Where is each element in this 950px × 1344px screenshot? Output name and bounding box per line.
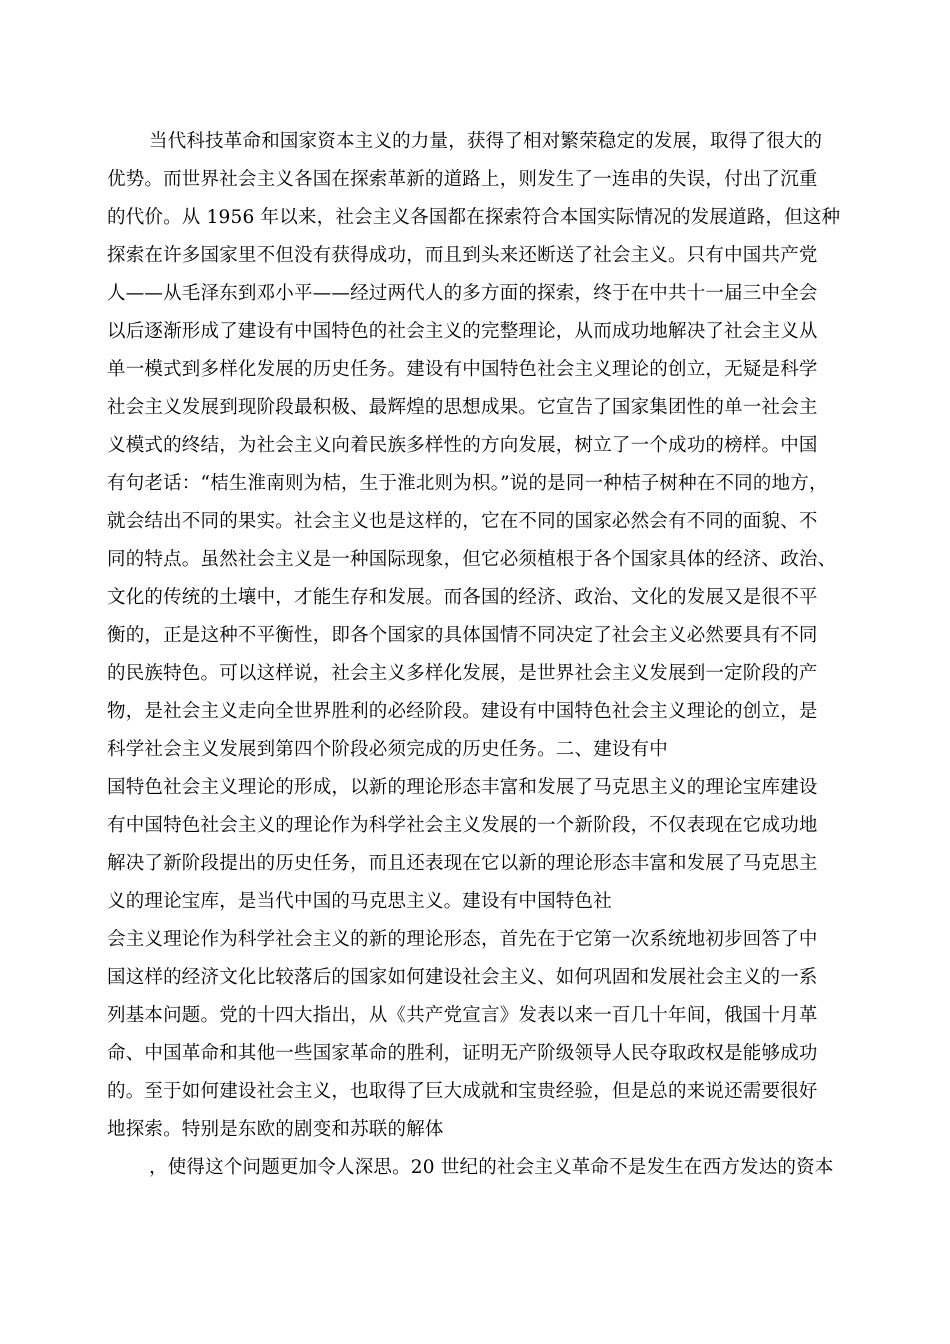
text-line: 文化的传统的土壤中，才能生存和发展。而各国的经济、政治、文化的发展又是很不平	[107, 587, 818, 608]
text-line: 就会结出不同的果实。社会主义也是这样的，它在不同的国家必然会有不同的面貌、不	[107, 511, 818, 532]
text-line: ，使得这个问题更加令人深思。20 世纪的社会主义革命不是发生在西方发达的资本	[149, 1157, 834, 1178]
text-line: 社会主义发展到现阶段最积极、最辉煌的思想成果。它宣告了国家集团性的单一社会主	[107, 397, 818, 418]
text-line: 义的理论宝库，是当代中国的马克思主义。建设有中国特色社	[107, 891, 612, 912]
text-line: 会主义理论作为科学社会主义的新的理论形态，首先在于它第一次系统地初步回答了中	[107, 929, 818, 950]
text-line: 列基本问题。党的十四大指出，从《共产党宣言》发表以来一百几十年间，俄国十月革	[107, 1005, 818, 1026]
text-line: 以后逐渐形成了建设有中国特色的社会主义的完整理论，从而成功地解决了社会主义从	[107, 321, 818, 342]
text-line: 衡的，正是这种不平衡性，即各个国家的具体国情不同决定了社会主义必然要具有不同	[107, 625, 818, 646]
text-line: 物，是社会主义走向全世界胜利的必经阶段。建设有中国特色社会主义理论的创立，是	[107, 701, 818, 722]
text-line: 的民族特色。可以这样说，社会主义多样化发展，是世界社会主义发展到一定阶段的产	[107, 663, 818, 684]
text-line: 国这样的经济文化比较落后的国家如何建设社会主义、如何巩固和发展社会主义的一系	[107, 967, 818, 988]
text-line: 优势。而世界社会主义各国在探索革新的道路上，则发生了一连串的失误，付出了沉重	[107, 169, 818, 190]
text-line: 有中国特色社会主义的理论作为科学社会主义发展的一个新阶段，不仅表现在它成功地	[107, 815, 818, 836]
text-line: 有句老话：“桔生淮南则为桔，生于淮北则为枳。”说的是同一种桔子树种在不同的地方，	[107, 473, 828, 494]
text-line: 的。至于如何建设社会主义，也取得了巨大成就和宝贵经验，但是总的来说还需要很好	[107, 1081, 818, 1102]
text-line: 同的特点。虽然社会主义是一种国际现象，但它必须植根于各个国家具体的经济、政治、	[107, 549, 837, 570]
text-line: 国特色社会主义理论的形成，以新的理论形态丰富和发展了马克思主义的理论宝库建设	[107, 777, 818, 798]
text-line: 解决了新阶段提出的历史任务，而且还表现在它以新的理论形态丰富和发展了马克思主	[107, 853, 818, 874]
text-line: 的代价。从 1956 年以来，社会主义各国都在探索符合本国实际情况的发展道路，但这种	[107, 207, 841, 228]
text-line: 当代科技革命和国家资本主义的力量，获得了相对繁荣稳定的发展，取得了很大的	[149, 131, 823, 152]
text-line: 人——从毛泽东到邓小平——经过两代人的多方面的探索，终于在中共十一届三中全会	[107, 283, 818, 304]
text-line: 单一模式到多样化发展的历史任务。建设有中国特色社会主义理论的创立，无疑是科学	[107, 359, 818, 380]
text-line: 地探索。特别是东欧的剧变和苏联的解体	[107, 1119, 444, 1140]
text-line: 命、中国革命和其他一些国家革命的胜利，证明无产阶级领导人民夺取政权是能够成功	[107, 1043, 818, 1064]
text-line: 科学社会主义发展到第四个阶段必须完成的历史任务。二、建设有中	[107, 739, 669, 760]
text-line: 义模式的终结，为社会主义向着民族多样性的方向发展，树立了一个成功的榜样。中国	[107, 435, 818, 456]
text-line: 探索在许多国家里不但没有获得成功，而且到头来还断送了社会主义。只有中国共产党	[107, 245, 818, 266]
